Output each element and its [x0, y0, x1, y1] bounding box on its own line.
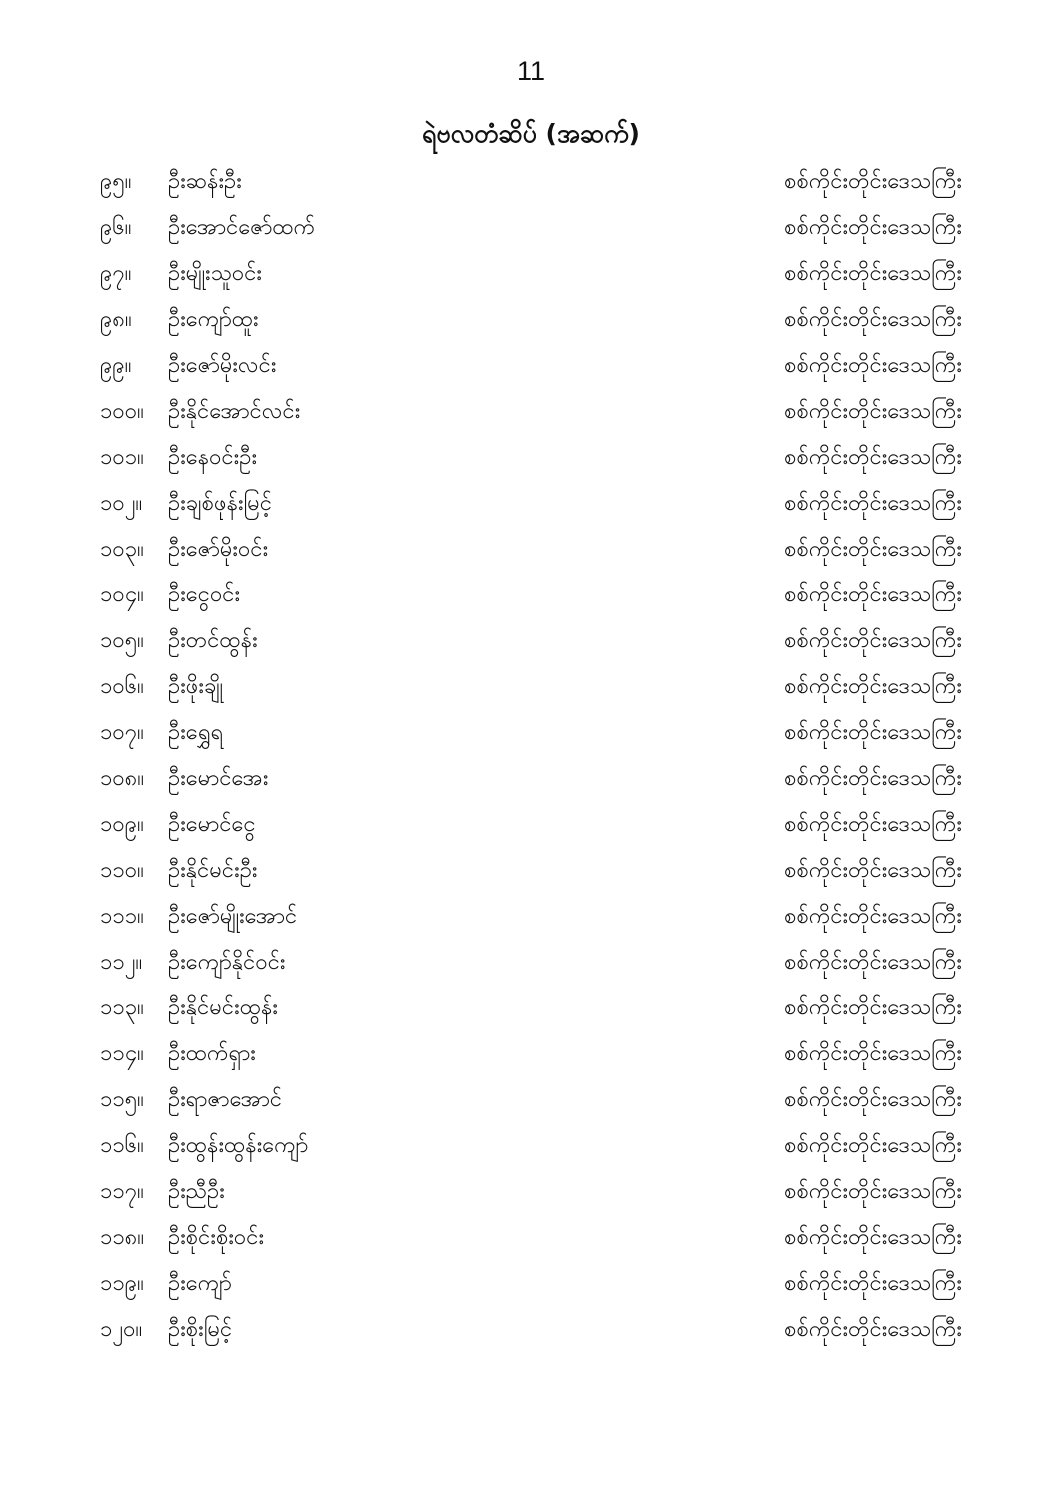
list-item [100, 389, 962, 435]
list-item [100, 802, 962, 848]
entry-number: ၁၁၁။ [100, 903, 144, 929]
list-item [100, 665, 962, 711]
recipient-name: ဦးနိုင်မင်းဦး [168, 857, 258, 883]
recipient-name: ဦးကျော်ထူး [168, 307, 259, 333]
entry-number: ၁၀၇။ [100, 720, 144, 746]
entry-number: ၁၁၂။ [100, 949, 143, 975]
entry-number: ၁၁၇။ [100, 1179, 144, 1205]
list-item [100, 1307, 962, 1353]
recipient-region: စစ်ကိုင်းတိုင်းဒေသကြီး [784, 949, 962, 975]
recipient-region: စစ်ကိုင်းတိုင်းဒေသကြီး [784, 1270, 962, 1296]
recipient-region: စစ်ကိုင်းတိုင်းဒေသကြီး [784, 674, 962, 700]
recipient-region: စစ်ကိုင်းတိုင်းဒေသကြီး [784, 628, 962, 654]
recipient-region: စစ်ကိုင်းတိုင်းဒေသကြီး [784, 1041, 962, 1067]
recipient-name: ဦးဖိုးချို [168, 674, 223, 700]
list-item [100, 344, 962, 390]
recipient-name: ဦးဇော်မျိုးအောင် [168, 903, 298, 929]
entry-number: ၁၁၄။ [100, 1041, 144, 1067]
recipient-region: စစ်ကိုင်းတိုင်းဒေသကြီး [784, 1224, 962, 1250]
recipient-name: ဦးတင်ထွန်း [168, 628, 258, 654]
recipient-name: ဦးထက်ရှား [168, 1041, 256, 1067]
list-item [100, 206, 962, 252]
list-item [100, 481, 962, 527]
recipient-name: ဦးနေဝင်းဦး [168, 444, 258, 470]
entry-number: ၁၀၄။ [100, 582, 144, 608]
recipient-name: ဦးရာဇာအောင် [168, 1087, 283, 1113]
recipient-region: စစ်ကိုင်းတိုင်းဒေသကြီး [784, 766, 962, 792]
recipient-region: စစ်ကိုင်းတိုင်းဒေသကြီး [784, 215, 962, 241]
entry-number: ၁၀၃။ [100, 536, 144, 562]
entry-number: ၁၀၈။ [100, 766, 144, 792]
list-item [100, 1170, 962, 1216]
entry-number: ၁၁၆။ [100, 1133, 144, 1159]
section-title: ရဲဗလတံဆိပ် (အဆက်) [422, 119, 640, 148]
recipient-name: ဦးဇော်မိုးလင်း [168, 353, 277, 378]
list-item [100, 757, 962, 803]
award-recipient-list [100, 160, 962, 1353]
page-number: 11 [516, 56, 546, 86]
recipient-region: စစ်ကိုင်းတိုင်းဒေသကြီး [784, 582, 962, 608]
recipient-name: ဦးဆန်းဦး [168, 169, 242, 195]
recipient-name: ဦးငွေဝင်း [168, 582, 241, 608]
recipient-name: ဦးမောင်အေး [168, 766, 269, 792]
entry-number: ၁၀၀။ [100, 398, 144, 424]
entry-number: ၉၇။ [100, 261, 132, 287]
recipient-name: ဦးစိုးမြင့် [168, 1316, 233, 1342]
entry-number: ၉၅။ [100, 169, 132, 195]
recipient-region: စစ်ကိုင်းတိုင်းဒေသကြီး [784, 720, 962, 746]
recipient-region: စစ်ကိုင်းတိုင်းဒေသကြီး [784, 995, 962, 1021]
recipient-name: ဦးအောင်ဇော်ထက် [168, 215, 316, 241]
entry-number: ၁၀၂။ [100, 490, 143, 516]
recipient-region: စစ်ကိုင်းတိုင်းဒေသကြီး [784, 444, 962, 470]
entry-number: ၉၉။ [100, 353, 132, 378]
list-item [100, 1078, 962, 1124]
recipient-name: ဦးထွန်းထွန်းကျော် [168, 1133, 309, 1159]
recipient-region: စစ်ကိုင်းတိုင်းဒေသကြီး [784, 1179, 962, 1205]
recipient-region: စစ်ကိုင်းတိုင်းဒေသကြီး [784, 307, 962, 333]
recipient-region: စစ်ကိုင်းတိုင်းဒေသကြီး [784, 903, 962, 929]
recipient-region: စစ်ကိုင်းတိုင်းဒေသကြီး [784, 490, 962, 516]
entry-number: ၁၂၀။ [100, 1316, 143, 1342]
entry-number: ၁၀၁။ [100, 444, 144, 470]
list-item [100, 894, 962, 940]
list-item [100, 435, 962, 481]
list-item [100, 527, 962, 573]
recipient-region: စစ်ကိုင်းတိုင်းဒေသကြီး [784, 353, 962, 378]
recipient-name: ဦးစိုင်းစိုးဝင်း [168, 1224, 265, 1250]
list-item [100, 940, 962, 986]
entry-number: ၁၁၈။ [100, 1224, 144, 1250]
recipient-name: ဦးညီဦး [168, 1179, 225, 1205]
list-item [100, 848, 962, 894]
recipient-name: ဦးကျော် [168, 1270, 232, 1296]
list-item [100, 573, 962, 619]
list-item [100, 1032, 962, 1078]
list-item [100, 160, 962, 206]
entry-number: ၁၁၀။ [100, 857, 144, 883]
entry-number: ၁၀၆။ [100, 674, 144, 700]
list-item [100, 298, 962, 344]
entry-number: ၁၀၉။ [100, 811, 144, 837]
list-item [100, 1215, 962, 1261]
entry-number: ၁၁၅။ [100, 1087, 144, 1113]
entry-number: ၁၁၉။ [100, 1270, 144, 1296]
entry-number: ၉၆။ [100, 215, 132, 241]
list-item [100, 619, 962, 665]
recipient-region: စစ်ကိုင်းတိုင်းဒေသကြီး [784, 1087, 962, 1113]
recipient-region: စစ်ကိုင်းတိုင်းဒေသကြီး [784, 1133, 962, 1159]
recipient-region: စစ်ကိုင်းတိုင်းဒေသကြီး [784, 857, 962, 883]
recipient-name: ဦးနိုင်မင်းထွန်း [168, 995, 278, 1021]
recipient-region: စစ်ကိုင်းတိုင်းဒေသကြီး [784, 169, 962, 195]
recipient-name: ဦးမျိုးသူဝင်း [168, 261, 262, 287]
list-item [100, 986, 962, 1032]
entry-number: ၁၀၅။ [100, 628, 144, 654]
list-item [100, 1124, 962, 1170]
recipient-name: ဦးကျော်နိုင်ဝင်း [168, 949, 286, 975]
recipient-region: စစ်ကိုင်းတိုင်းဒေသကြီး [784, 398, 962, 424]
entry-number: ၁၁၃။ [100, 995, 144, 1021]
list-item [100, 252, 962, 298]
recipient-name: ဦးချစ်ဖုန်းမြင့် [168, 490, 273, 516]
recipient-name: ဦးနိုင်အောင်လင်း [168, 398, 301, 424]
list-item [100, 1261, 962, 1307]
recipient-region: စစ်ကိုင်းတိုင်းဒေသကြီး [784, 261, 962, 287]
recipient-region: စစ်ကိုင်းတိုင်းဒေသကြီး [784, 1316, 962, 1342]
recipient-region: စစ်ကိုင်းတိုင်းဒေသကြီး [784, 536, 962, 562]
recipient-name: ဦးဇော်မိုးဝင်း [168, 536, 269, 562]
recipient-name: ဦးရွှေရ [168, 720, 224, 746]
recipient-name: ဦးမောင်ငွေ [168, 811, 256, 837]
entry-number: ၉၈။ [100, 307, 132, 333]
list-item [100, 711, 962, 757]
recipient-region: စစ်ကိုင်းတိုင်းဒေသကြီး [784, 811, 962, 837]
